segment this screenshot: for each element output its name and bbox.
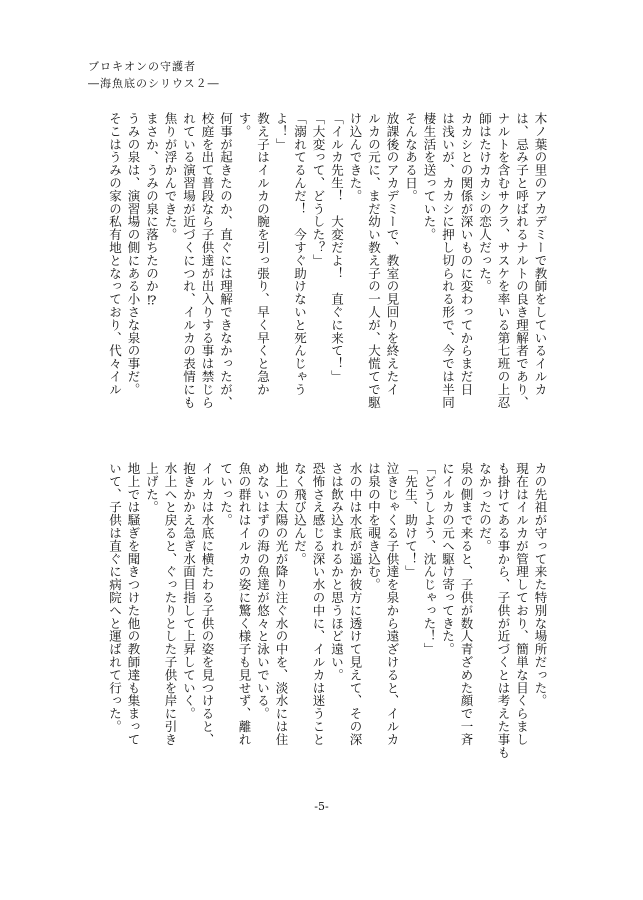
text-line: 校庭を出て普段なら子供達が出入りする事は禁じら	[200, 112, 215, 409]
text-line: 地上の太陽の光が降り注ぐ水の中を、淡水には住	[274, 462, 289, 746]
text-line: は、忌み子と呼ばれるナルトの良き理解者であり、	[514, 112, 530, 409]
text-line: 焦りが浮かんできた。	[163, 112, 178, 241]
text-line: いて、子供は直ぐに病院へと運ばれて行った。	[107, 462, 123, 733]
text-line: めないはずの海の魚達が悠々と泳いでいる。	[255, 462, 271, 720]
text-block-bottom	[107, 462, 549, 784]
text-line: 何事が起きたのか、直ぐには理解できなかったが、	[218, 112, 234, 409]
text-line: 上げた。	[144, 462, 160, 514]
book-subtitle: ―海魚底のシリウス２―	[88, 77, 220, 90]
text-line: 泉の側まで来ると、子供が数人青ざめた顔で一斉	[459, 462, 474, 746]
text-line: なく飛び込んだ。	[292, 462, 308, 566]
text-line: 教え子はイルカの腕を引っ張り、早く早くと急か	[255, 112, 271, 396]
text-block-top	[107, 112, 549, 468]
text-line: なかったのだ。	[477, 462, 493, 553]
text-line: カカシとの関係が深いものに変わってからまだ日	[459, 112, 474, 396]
text-line: 「どうしよう、沈んじゃった！」	[422, 462, 437, 656]
text-line: ていった。	[218, 462, 234, 527]
text-line: 「大変って、どうした？」	[311, 112, 326, 267]
text-line: まさか、うみの泉に落ちたのか⁉	[144, 112, 160, 308]
text-line: そんなある日。	[403, 112, 419, 203]
text-line: ルカの元に、まだ幼い教え子の一人が、大慌てで駆	[366, 112, 382, 409]
text-line: 「溺れてるんだ！ 今すぐ助けないと死んじゃう	[292, 112, 308, 396]
text-line: 地上では騒ぎを聞きつけた他の教師達も集まって	[126, 462, 141, 746]
text-line: 水の中は水底が遥か彼方に透けて見えて、その深	[348, 462, 363, 746]
text-line: 魚の群れはイルカの姿に驚く様子も見せず、離れ	[237, 462, 252, 746]
text-line: 師はたけカカシの恋人だった。	[477, 112, 493, 293]
text-line: よ！」	[274, 112, 289, 151]
text-line: 木ノ葉の里のアカデミーで教師をしているイルカ	[533, 112, 548, 396]
text-line: ナルトを含むサクラ、サスケを率いる第七班の上忍	[496, 112, 511, 409]
book-title: ブロキオンの守護者	[88, 60, 196, 73]
text-line: も掛けてある事から、子供が近づくとは考えた事も	[496, 462, 511, 759]
text-line: れている演習場が近づくにつれ、イルカの表情にも	[181, 112, 197, 409]
page-number: -5-	[314, 800, 329, 813]
text-line: け込んできた。	[348, 112, 363, 203]
text-line: 「先生、助けて！」	[403, 462, 419, 579]
page-header	[88, 58, 220, 92]
text-line: 棲生活を送っていた。	[422, 112, 437, 241]
text-line: 抱きかかえ急ぎ水面目指して上昇していく。	[181, 462, 197, 720]
text-line: 水上へと戻ると、ぐったりとした子供を岸に引き	[163, 462, 178, 746]
text-line: 「イルカ先生！ 大変だよ！ 直ぐに来て！」	[329, 112, 345, 383]
text-line: イルカは水底に横たわる子供の姿を見つけると、	[200, 462, 215, 746]
text-line: にイルカの元へ駆け寄ってきた。	[440, 462, 456, 656]
text-line: 恐怖さえ感じる深い水の中に、イルカは迷うこと	[311, 462, 326, 746]
text-line: 現在はイルカが管理しており、簡単な目くらまし	[514, 462, 530, 746]
text-line: カの先祖が守って来た特別な場所だった。	[533, 462, 548, 708]
text-line: さは飲み込まれるかと思うほど遠い。	[329, 462, 345, 682]
text-line: は泉の中を覗き込む。	[366, 462, 382, 591]
text-line: 泣きじゃくる子供達を泉から遠ざけると、イルカ	[385, 462, 400, 746]
text-line: うみの泉は、演習場の側にある小さな泉の事だ。	[126, 112, 141, 396]
text-line: す。	[237, 112, 252, 138]
text-line: は浅いが、カカシに押し切られる形で、今では半同	[440, 112, 456, 409]
text-line: 放課後のアカデミーで、教室の見回りを終えたイ	[385, 112, 400, 396]
text-line: そこはうみの家の私有地となっており、代々イル	[107, 112, 123, 396]
